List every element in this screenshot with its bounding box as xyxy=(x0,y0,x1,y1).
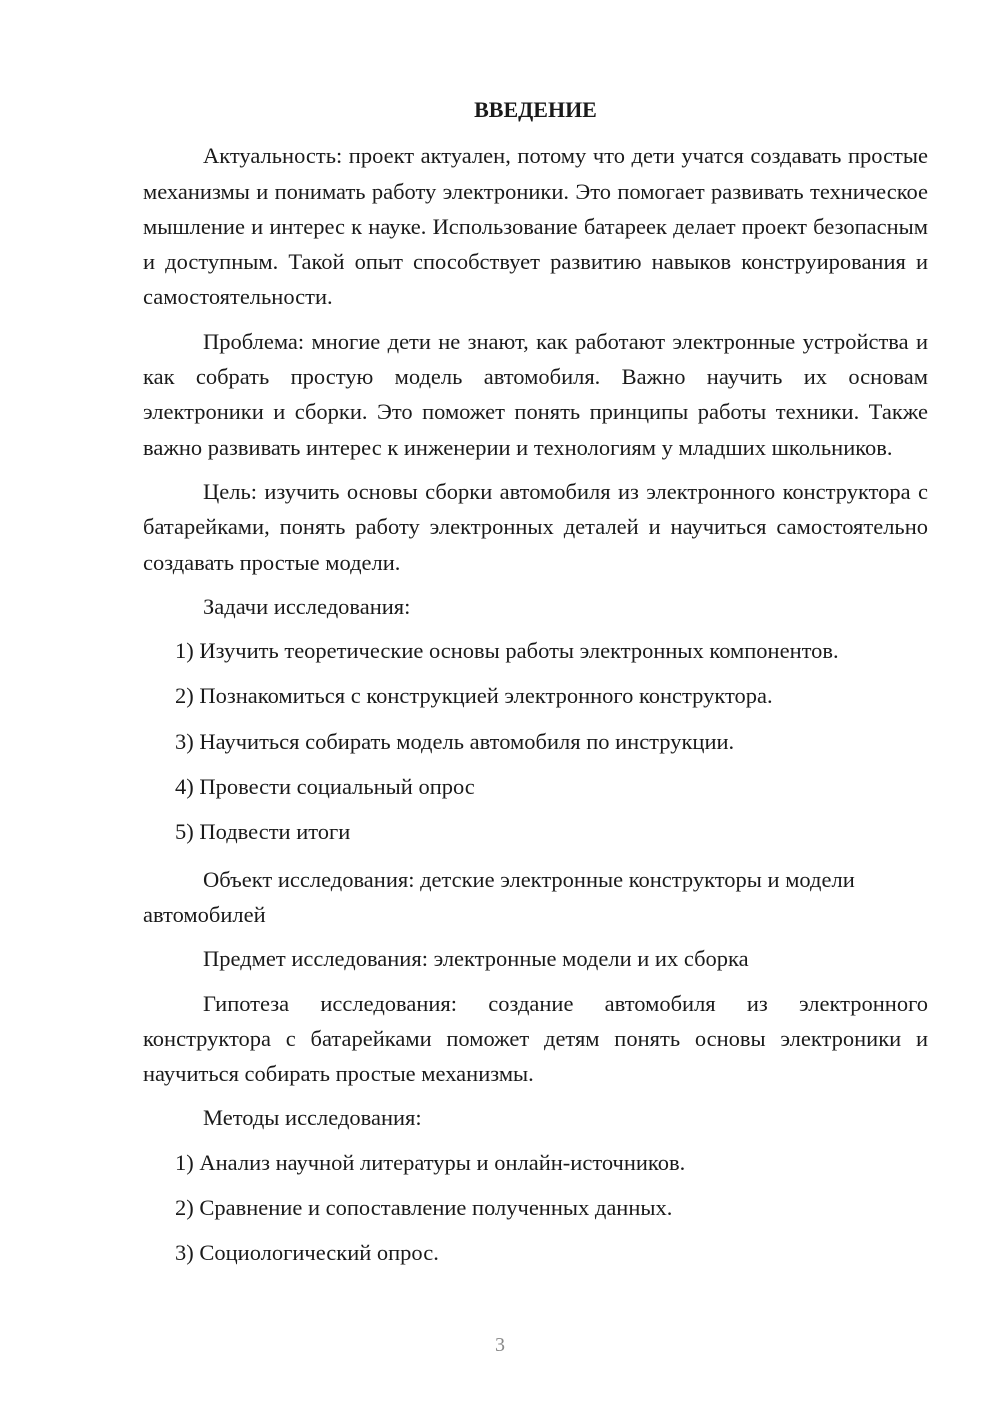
list-item: 2) Сравнение и сопоставление полученных данных. xyxy=(175,1195,673,1221)
page-number: 3 xyxy=(495,1334,505,1356)
list-item: 1) Изучить теоретические основы работы электронных компонентов. xyxy=(175,638,839,664)
list-item: 1) Анализ научной литературы и онлайн-источников. xyxy=(175,1149,686,1175)
problem-paragraph: Проблема: многие дети не знают, как работают электронные устройства и как собрать простую модель автомобиля. Важно научить их основам электроники и сборки. Это поможет понять принципы работы техники. Также важно развивать интерес к инженерии и технологиям у младших школьников. xyxy=(143,328,928,460)
list-item: 3) Социологический опрос. xyxy=(175,1240,439,1266)
methods-title: Методы исследования: xyxy=(203,1105,422,1131)
tasks-list xyxy=(143,633,928,849)
section-heading: ВВЕДЕНИЕ xyxy=(474,97,597,122)
methods-list xyxy=(143,1145,928,1271)
subject-paragraph: Предмет исследования: электронные модели и их сборка xyxy=(203,946,749,972)
list-item: 2) Познакомиться с конструкцией электронного конструктора. xyxy=(175,683,773,709)
list-item: 3) Научиться собирать модель автомобиля по инструкции. xyxy=(175,728,735,754)
relevance-paragraph: Актуальность: проект актуален, потому что дети учатся создавать простые механизмы и понимать работу электроники. Это помогает развивать техническое мышление и интерес к науке. Использование батареек делает проект безопасным и доступным. Такой опыт способствует развитию навыков конструирования и самостоятельности. xyxy=(143,143,928,310)
page-content xyxy=(143,92,928,1281)
list-item: 4) Провести социальный опрос xyxy=(175,774,475,800)
tasks-title: Задачи исследования: xyxy=(203,593,411,619)
goal-paragraph: Цель: изучить основы сборки автомобиля из электронного конструктора с батарейками, понять работу электронных деталей и научиться самостоятельно создавать простые модели. xyxy=(143,478,928,575)
object-paragraph: Объект исследования: детские электронные конструкторы и модели автомобилей xyxy=(143,866,855,927)
list-item: 5) Подвести итоги xyxy=(175,819,351,845)
hypothesis-paragraph: Гипотеза исследования: создание автомобиля из электронного конструктора с батарейками поможет детям понять основы электроники и научиться собирать простые механизмы. xyxy=(143,990,928,1087)
